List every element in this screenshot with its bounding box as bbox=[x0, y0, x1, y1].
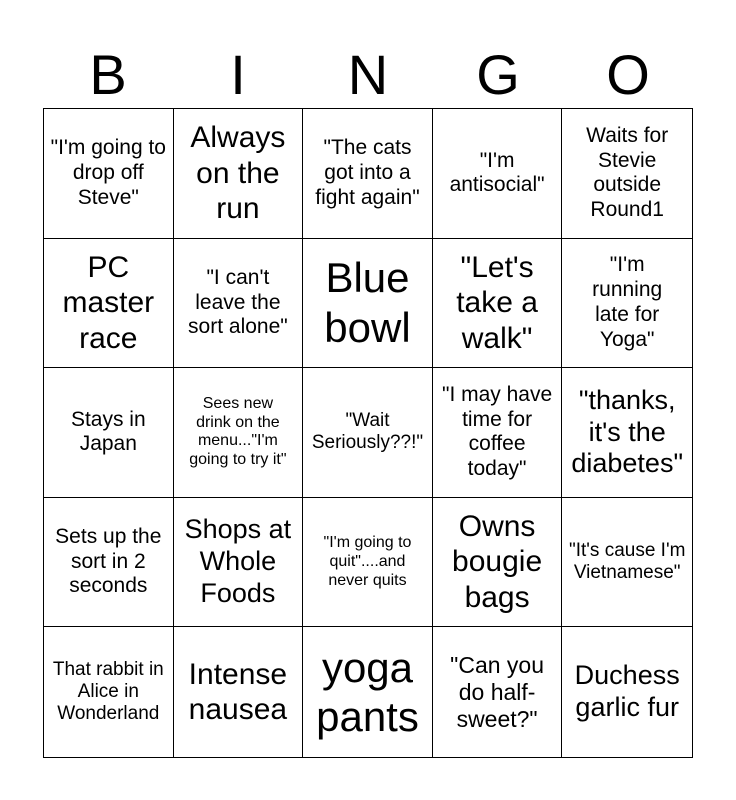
bingo-cell[interactable] bbox=[303, 498, 433, 628]
cell-text: Blue bowl bbox=[324, 254, 411, 351]
cell-text: Always on the run bbox=[190, 121, 286, 225]
cell-text: That rabbit in Alice in Wonderland bbox=[52, 658, 164, 725]
cell-text: "It's cause I'm Vietnamese" bbox=[568, 539, 686, 584]
bingo-cell[interactable] bbox=[562, 239, 692, 369]
cell-text: Duchess garlic fur bbox=[574, 660, 680, 723]
bingo-cell[interactable] bbox=[174, 498, 304, 628]
bingo-cell[interactable] bbox=[303, 627, 433, 757]
cell-text: "thanks, it's the diabetes" bbox=[571, 384, 684, 479]
header-letter-b: B bbox=[89, 43, 127, 106]
cell-text: yoga pants bbox=[316, 643, 419, 741]
header-letter-i: I bbox=[230, 43, 246, 106]
cell-text: "Let's take a walk" bbox=[456, 250, 538, 355]
bingo-grid bbox=[43, 108, 693, 758]
cell-text: PC master race bbox=[62, 250, 155, 355]
bingo-cell[interactable] bbox=[433, 239, 563, 369]
bingo-cell[interactable] bbox=[562, 109, 692, 239]
bingo-cell[interactable] bbox=[44, 368, 174, 498]
cell-text: "I'm going to drop off Steve" bbox=[50, 136, 166, 209]
bingo-cell[interactable] bbox=[433, 368, 563, 498]
bingo-cell[interactable] bbox=[174, 109, 304, 239]
cell-text: "I'm antisocial" bbox=[449, 148, 545, 197]
bingo-cell[interactable] bbox=[562, 627, 692, 757]
bingo-cell[interactable] bbox=[44, 498, 174, 628]
header-letter-n: N bbox=[347, 43, 389, 106]
bingo-cell[interactable] bbox=[174, 239, 304, 369]
header-letter-g: G bbox=[476, 43, 520, 106]
bingo-cell[interactable] bbox=[433, 627, 563, 757]
bingo-cell[interactable] bbox=[562, 498, 692, 628]
bingo-cell[interactable] bbox=[303, 368, 433, 498]
bingo-cell[interactable] bbox=[44, 627, 174, 757]
cell-text: Shops at Whole Foods bbox=[184, 514, 292, 609]
cell-text: Owns bougie bags bbox=[452, 510, 543, 614]
header-letter-o: O bbox=[606, 43, 650, 106]
bingo-cell[interactable] bbox=[174, 368, 304, 498]
cell-text: "I can't leave the sort alone" bbox=[188, 265, 288, 339]
cell-text: Waits for Stevie outside Round1 bbox=[586, 123, 669, 222]
cell-text: Sees new drink on the menu..."I'm going to try it" bbox=[189, 394, 287, 469]
cell-text: "Wait Seriously??!" bbox=[311, 410, 424, 454]
bingo-cell[interactable] bbox=[433, 109, 563, 239]
cell-text: "I'm going to quit"....and never quits bbox=[323, 533, 412, 589]
bingo-cell[interactable] bbox=[44, 239, 174, 369]
cell-text: "I may have time for coffee today" bbox=[442, 382, 553, 481]
cell-text: Sets up the sort in 2 seconds bbox=[55, 524, 162, 598]
bingo-cell[interactable] bbox=[303, 109, 433, 239]
bingo-cell[interactable] bbox=[303, 239, 433, 369]
bingo-header bbox=[43, 40, 693, 110]
bingo-cell[interactable] bbox=[562, 368, 692, 498]
cell-text: Intense nausea bbox=[188, 657, 288, 727]
bingo-cell[interactable] bbox=[433, 498, 563, 628]
cell-text: Stays in Japan bbox=[70, 407, 146, 456]
cell-text: "Can you do half-sweet?" bbox=[450, 651, 545, 732]
cell-text: "I'm running late for Yoga" bbox=[592, 253, 663, 351]
bingo-cell[interactable] bbox=[44, 109, 174, 239]
cell-text: "The cats got into a fight again" bbox=[315, 136, 420, 209]
bingo-cell[interactable] bbox=[174, 627, 304, 757]
